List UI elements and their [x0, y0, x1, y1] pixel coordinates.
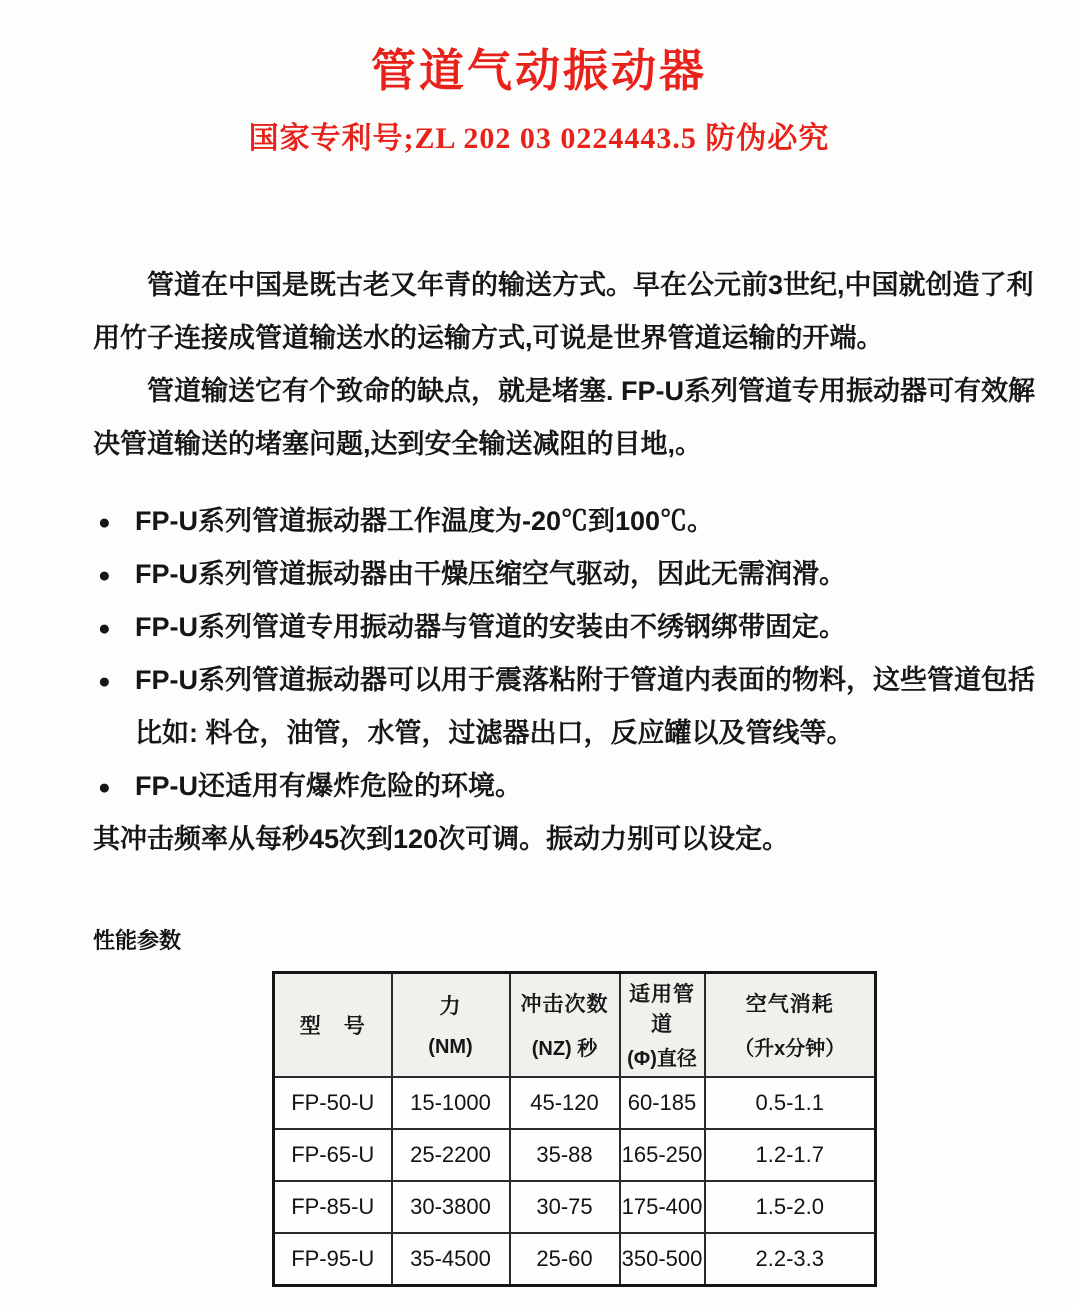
cell-model: FP-85-U — [274, 1181, 392, 1233]
page-title: 管道气动振动器 — [370, 46, 707, 96]
specs-table — [272, 971, 877, 1287]
feature-item — [93, 654, 1040, 760]
table-row — [274, 1077, 876, 1129]
cell-impact-rate: 25-60 — [510, 1233, 620, 1286]
column-unit: (NM) — [428, 1036, 473, 1059]
feature-text: FP-U系列管道振动器可以用于震落粘附于管道内表面的物料，这些管道包括比如: 料仓，油管，水管，过滤器出口，反应罐以及管线等。 — [135, 664, 1035, 748]
column-title: 力 — [439, 995, 462, 1019]
table-row — [274, 1233, 876, 1286]
feature-text: FP-U系列管道振动器由干燥压缩空气驱动，因此无需润滑。 — [135, 558, 846, 589]
document-body — [0, 259, 1078, 866]
specs-table-body — [274, 1077, 876, 1286]
bullet-icon: ● — [98, 563, 111, 587]
feature-text: FP-U系列管道振动器工作温度为-20℃到100℃。 — [135, 505, 715, 536]
column-unit: (NZ) 秒 — [531, 1038, 598, 1061]
cell-pipe-diameter: 60-185 — [620, 1077, 705, 1129]
cell-impact-rate: 45-120 — [510, 1077, 620, 1129]
bullet-icon: ● — [98, 669, 111, 693]
cell-air-consumption: 0.5-1.1 — [705, 1077, 876, 1129]
header-cell-air-consumption — [705, 972, 876, 1077]
intro-paragraph-2: 管道输送它有个致命的缺点，就是堵塞. FP-U系列管道专用振动器可有效解决管道输送的堵塞问题,达到安全输送减阻的目地,。 — [93, 375, 1035, 459]
cell-pipe-diameter: 165-250 — [620, 1129, 705, 1181]
bullet-icon: ● — [98, 616, 111, 640]
column-title: 适用管道 — [629, 983, 695, 1037]
header-cell-impact-rate — [510, 972, 620, 1077]
cell-air-consumption: 1.2-1.7 — [705, 1129, 876, 1181]
closing-note: 其冲击频率从每秒45次到120次可调。振动力别可以设定。 — [93, 823, 790, 854]
cell-model: FP-65-U — [274, 1129, 392, 1181]
cell-force: 25-2200 — [392, 1129, 510, 1181]
table-row — [274, 1181, 876, 1233]
feature-list — [93, 495, 1040, 813]
cell-model: FP-95-U — [274, 1233, 392, 1286]
cell-air-consumption: 2.2-3.3 — [705, 1233, 876, 1286]
bullet-icon: ● — [98, 510, 111, 534]
column-title: 空气消耗 — [745, 993, 834, 1017]
cell-force: 15-1000 — [392, 1077, 510, 1129]
column-unit: （升x分钟） — [734, 1038, 846, 1061]
cell-air-consumption: 1.5-2.0 — [705, 1181, 876, 1233]
specs-heading: 性能参数 — [93, 927, 182, 953]
feature-text: FP-U还适用有爆炸危险的环境。 — [135, 770, 522, 801]
header-row — [274, 972, 876, 1077]
column-unit: (Φ)直径 — [627, 1048, 697, 1071]
header-cell-model — [274, 972, 392, 1077]
feature-item — [93, 601, 1040, 654]
header-cell-pipe-diameter — [620, 972, 705, 1077]
cell-impact-rate: 35-88 — [510, 1129, 620, 1181]
feature-item — [93, 495, 1040, 548]
cell-pipe-diameter: 175-400 — [620, 1181, 705, 1233]
feature-text: FP-U系列管道专用振动器与管道的安装由不绣钢绑带固定。 — [135, 611, 846, 642]
specs-table-header — [274, 972, 876, 1077]
bullet-icon: ● — [98, 775, 111, 799]
intro-paragraph-1: 管道在中国是既古老又年青的输送方式。早在公元前3世纪,中国就创造了利用竹子连接成管道输送水的运输方式,可说是世界管道运输的开端。 — [93, 269, 1034, 353]
column-title: 冲击次数 — [520, 993, 609, 1017]
cell-force: 35-4500 — [392, 1233, 510, 1286]
patent-number-line: 国家专利号;ZL 202 03 0224443.5 防伪必究 — [248, 121, 830, 155]
column-title: 型 号 — [299, 1014, 366, 1038]
feature-item — [93, 760, 1040, 813]
cell-impact-rate: 30-75 — [510, 1181, 620, 1233]
cell-model: FP-50-U — [274, 1077, 392, 1129]
header-cell-force — [392, 972, 510, 1077]
table-row — [274, 1129, 876, 1181]
feature-item — [93, 548, 1040, 601]
document-header — [0, 46, 1078, 157]
cell-pipe-diameter: 350-500 — [620, 1233, 705, 1286]
cell-force: 30-3800 — [392, 1181, 510, 1233]
